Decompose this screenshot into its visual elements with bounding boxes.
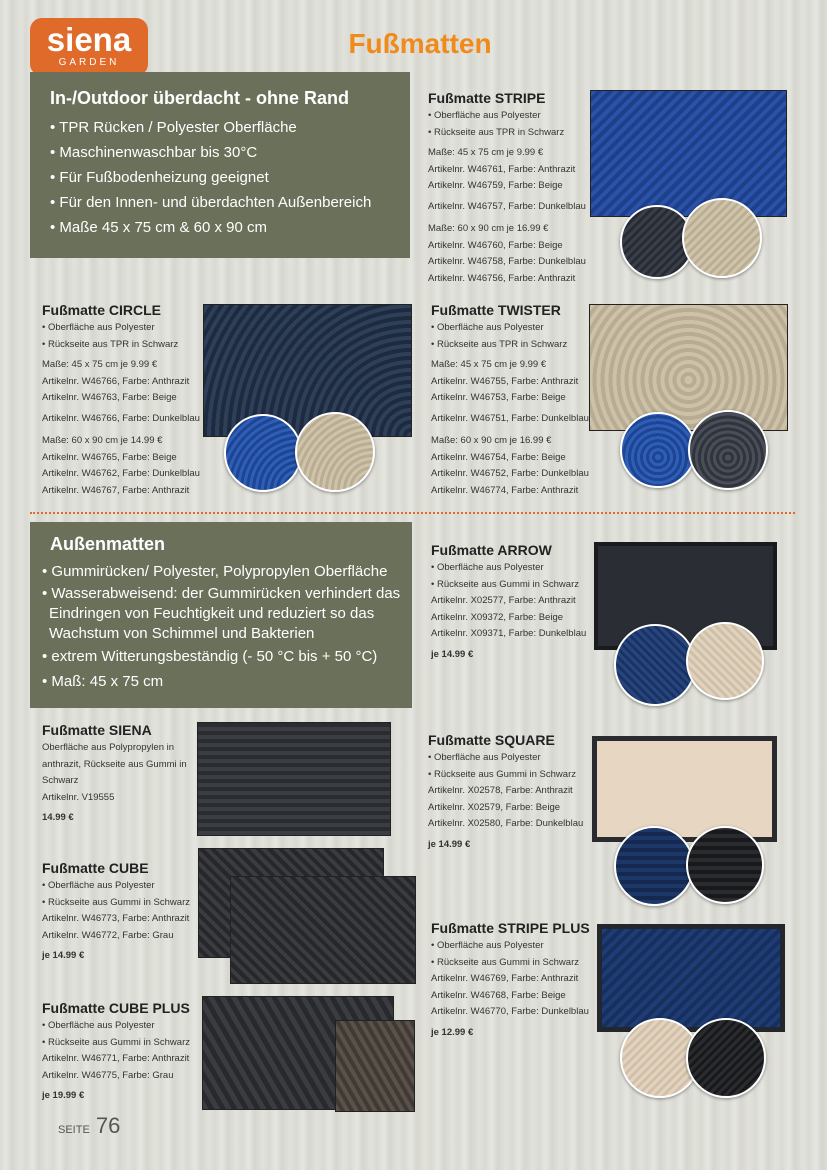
product-line: Oberfläche aus Polypropylen in [42,742,175,753]
product-line: • Rückseite aus Gummi in Schwarz [431,578,579,590]
section-indoor-bullets [50,115,410,240]
product-line: Artikelnr. W46775, Farbe: Grau [42,1069,174,1081]
product-line: Artikelnr. W46763, Farbe: Beige [42,392,177,403]
product-line: • Rückseite aus TPR in Schwarz [431,338,568,350]
product-arrow [431,542,591,663]
product-price: je 14.99 € [428,838,471,850]
product-price: je 12.99 € [431,1026,474,1038]
product-line: Artikelnr. W46766, Farbe: Anthrazit [42,375,190,387]
product-line: Artikelnr. W46755, Farbe: Anthrazit [431,375,579,387]
product-line: Artikelnr. V19555 [42,791,115,803]
mat-circle-image [203,304,412,437]
product-line: • Rückseite aus Gummi in Schwarz [42,1036,190,1048]
product-line: Artikelnr. W46767, Farbe: Anthrazit [42,484,190,496]
mat-siena-image [197,722,391,836]
product-line: • Rückseite aus TPR in Schwarz [42,338,179,350]
product-line: anthrazit, Rückseite aus Gummi in [42,758,187,770]
product-cube-plus [42,1000,202,1105]
section-divider [30,512,795,514]
product-title: Fußmatte TWISTER [431,302,561,318]
swatch-black [686,826,764,904]
product-price: je 19.99 € [42,1090,85,1101]
product-title: Fußmatte SIENA [42,722,152,738]
product-line: Artikelnr. X02578, Farbe: Anthrazit [428,785,573,796]
product-price: je 14.99 € [431,648,474,660]
page-value: 76 [95,1113,121,1138]
product-line: • Rückseite aus Gummi in Schwarz [42,896,190,908]
product-line: Artikelnr. X02577, Farbe: Anthrazit [431,595,576,606]
product-line: Artikelnr. W46766, Farbe: Dunkelblau [42,412,200,424]
bullet: • Maße 45 x 75 cm & 60 x 90 cm [50,215,410,240]
product-line: • Rückseite aus TPR in Schwarz [428,126,565,138]
product-line: Artikelnr. W46757, Farbe: Dunkelblau [428,200,586,212]
mat-cube-plus-image-front [335,1020,415,1112]
product-line: Maße: 60 x 90 cm je 16.99 € [428,223,549,234]
product-line: Artikelnr. W46753, Farbe: Beige [431,392,566,403]
product-title: Fußmatte SQUARE [428,732,555,748]
product-line: • Oberfläche aus Polyester [431,322,544,333]
product-siena [42,722,192,827]
product-line: Artikelnr. X09372, Farbe: Beige [431,611,564,623]
product-stripe-plus [431,920,596,1041]
product-line: Artikelnr. W46773, Farbe: Anthrazit [42,913,190,924]
page-label: SEITE [58,1124,90,1136]
product-line: • Oberfläche aus Polyester [428,110,541,121]
product-line: • Oberfläche aus Polyester [428,752,541,763]
bullet: • Für Fußbodenheizung geeignet [50,165,410,190]
product-price: 14.99 € [42,812,74,823]
bullet: • Wasserabweisend: der Gummirücken verhindert das Eindringen von Feuchtigkeit und reduziert so das Wachstum von Schimmel und Bakterien [42,584,412,644]
product-line: Artikelnr. W46751, Farbe: Dunkelblau [431,412,589,424]
siena-garden-logo [30,18,148,76]
section-outdoor-panel [30,522,412,708]
product-line: • Rückseite aus Gummi in Schwarz [431,956,579,968]
product-line: Maße: 45 x 75 cm je 9.99 € [428,147,544,158]
product-line: Artikelnr. W46770, Farbe: Dunkelblau [431,1006,589,1017]
swatch-beige [686,622,764,700]
swatch-black [686,1018,766,1098]
swatch-anthracite [688,410,768,490]
product-line: • Oberfläche aus Polyester [431,940,544,951]
mat-stripe-plus-image [597,924,785,1032]
product-line: Artikelnr. X02579, Farbe: Beige [428,801,561,813]
page-title: Fußmatten [348,28,492,59]
swatch-navy [224,414,302,492]
bullet: • extrem Witterungsbeständig (- 50 °C bis + 50 °C) [42,644,412,669]
logo-sub: GARDEN [58,57,120,68]
product-line: Maße: 45 x 75 cm je 9.99 € [42,359,158,370]
product-line: Artikelnr. X02580, Farbe: Dunkelblau [428,818,584,829]
swatch-navy [614,826,694,906]
product-title: Fußmatte CUBE [42,860,149,876]
product-line: Artikelnr. W46754, Farbe: Beige [431,451,566,463]
bullet: • TPR Rücken / Polyester Oberfläche [50,115,410,140]
product-line: Artikelnr. W46761, Farbe: Anthrazit [428,163,576,175]
bullet: • Maß: 45 x 75 cm [42,669,412,694]
product-line: • Oberfläche aus Polyester [42,322,155,333]
product-line: Maße: 60 x 90 cm je 16.99 € [431,435,552,446]
section-indoor-heading: In-/Outdoor überdacht - ohne Rand [50,88,349,108]
product-title: Fußmatte CUBE PLUS [42,1000,190,1016]
product-line: • Oberfläche aus Polyester [431,562,544,573]
logo-name: siena [46,21,132,58]
product-twister [431,302,591,499]
product-line: Artikelnr. W46760, Farbe: Beige [428,239,563,251]
bullet: • Für den Innen- und überdachten Außenbereich [50,190,410,215]
product-title: Fußmatte ARROW [431,542,552,558]
product-line: • Oberfläche aus Polyester [42,880,155,891]
bullet: • Gummirücken/ Polyester, Polypropylen Oberfläche [42,559,412,584]
mat-twister-image [589,304,788,431]
product-line: Maße: 45 x 75 cm je 9.99 € [431,359,547,370]
product-line: Artikelnr. W46768, Farbe: Beige [431,989,566,1001]
mat-square-image [592,736,777,842]
product-line: Artikelnr. W46759, Farbe: Beige [428,180,563,191]
product-line: Artikelnr. W46752, Farbe: Dunkelblau [431,468,589,479]
swatch-beige [295,412,375,492]
section-indoor-panel [30,72,410,258]
swatch-navy [620,412,696,488]
product-line: • Oberfläche aus Polyester [42,1020,155,1031]
product-price: je 14.99 € [42,950,85,961]
product-line: Schwarz [42,775,79,786]
product-line: • Rückseite aus Gummi in Schwarz [428,768,576,780]
page-number [58,1113,120,1139]
product-line: Artikelnr. W46762, Farbe: Dunkelblau [42,468,200,479]
product-title: Fußmatte STRIPE [428,90,546,106]
product-cube [42,860,202,965]
product-title: Fußmatte CIRCLE [42,302,161,318]
mat-stripe-image [590,90,787,217]
product-square [428,732,588,853]
product-line: Artikelnr. W46756, Farbe: Anthrazit [428,272,576,284]
section-outdoor-bullets [42,559,412,694]
product-line: Artikelnr. W46772, Farbe: Grau [42,929,174,941]
product-line: Artikelnr. W46765, Farbe: Beige [42,451,177,463]
swatch-navy [614,624,696,706]
product-line: Artikelnr. W46771, Farbe: Anthrazit [42,1053,190,1064]
swatch-beige [682,198,762,278]
product-line: Maße: 60 x 90 cm je 14.99 € [42,435,163,446]
product-line: Artikelnr. W46758, Farbe: Dunkelblau [428,256,586,267]
product-line: Artikelnr. W46774, Farbe: Anthrazit [431,484,579,496]
product-stripe [428,90,588,287]
bullet: • Maschinenwaschbar bis 30°C [50,140,410,165]
product-line: Artikelnr. X09371, Farbe: Dunkelblau [431,628,587,639]
mat-cube-image-front [230,876,416,984]
product-title: Fußmatte STRIPE PLUS [431,920,590,936]
product-circle [42,302,202,499]
product-line: Artikelnr. W46769, Farbe: Anthrazit [431,973,579,984]
section-outdoor-heading: Außenmatten [50,534,166,554]
